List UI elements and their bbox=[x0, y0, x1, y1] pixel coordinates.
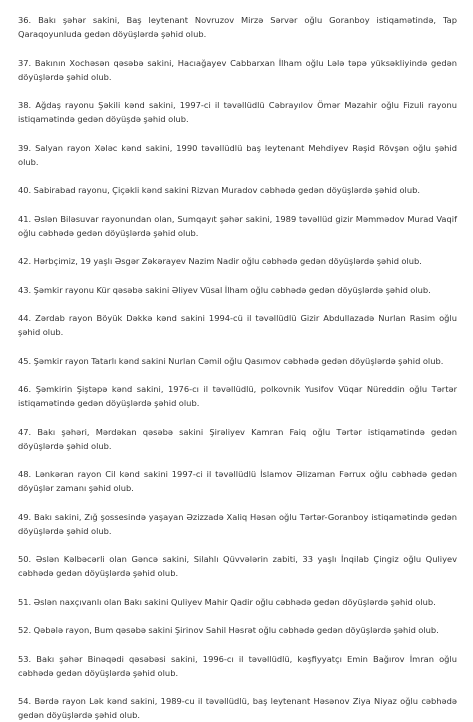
list-item: 51. Əslən naxçıvanlı olan Bakı sakini Quliyev Mahir Qadir oğlu cəbhədə gedən döyüşlərdə şəhid olub. bbox=[18, 596, 436, 607]
list-item: 44. Zərdab rayon Böyük Dəkkə kənd sakini 1994-cü il təvəllüdlü Gizir Abdullazadə Nurlan Rasim oğlu şəhid olub. bbox=[18, 313, 457, 337]
list-item: 39. Salyan rayon Xələc kənd sakini, 1990 təvəllüdlü baş leytenant Mehdiyev Rəşid Rövşən oğlu şəhid olub. bbox=[18, 142, 457, 167]
list-item: 42. Hərbçimiz, 19 yaşlı Əsgər Zəkərayev Nazim Nadir oğlu cəbhədə gedən döyüşlərdə şəhid olub. bbox=[18, 256, 422, 266]
list-item: 47. Bakı şəhəri, Mərdəkan qəsəbə sakini Şirəliyev Kamran Faiq oğlu Tərtər istiqamətində gedən döyüşlərdə şəhid olub. bbox=[18, 426, 457, 451]
list-item: 50. Əslən Kəlbəcərli olan Gəncə sakini, Silahlı Qüvvələrin zabiti, 33 yaşlı İnqilab Çingiz oğlu Quliyev cəbhədə gedən döyüşlərdə şəhid olub. bbox=[18, 554, 457, 578]
list-item: 52. Qəbələ rayon, Bum qəsəbə sakini Şirinov Sahil Həsrət oğlu cəbhədə gedən döyüşlərdə şəhid olub. bbox=[18, 625, 439, 635]
list-item: 45. Şəmkir rayon Tatarlı kənd sakini Nurlan Cəmil oğlu Qasımov cəbhədə gedən döyüşlərdə şəhid olub. bbox=[18, 355, 444, 366]
list-item: 41. Əslən Biləsuvar rayonundan olan, Sumqayıt şəhər sakini, 1989 təvəllüd gizir Məmmədov Murad Vaqif oğlu cəbhədə gedən döyüşlərdə şəhid olub. bbox=[18, 213, 457, 238]
list-item: 54. Bərdə rayon Lək kənd sakini, 1989-cu il təvəllüdlü, baş leytenant Həsənov Ziya Niyaz oğlu cəbhədə gedən döyüşlərdə şəhid olub. bbox=[18, 696, 457, 720]
list-item: 48. Lənkəran rayon Cil kənd sakini 1997-ci il təvəllüdlü İslamov Əlizaman Fərrux oğlu cəbhədə gedən döyüşlər zamanı şəhid olub. bbox=[18, 469, 457, 493]
list-item: 43. Şəmkir rayonu Kür qəsəbə sakini Əliyev Vüsal İlham oğlu cəbhədə gedən döyüşlərdə şəhid olub. bbox=[18, 284, 431, 295]
list-item: 37. Bakının Xochəsən qəsəbə sakini, Hacıağayev Cabbarxan İlham oğlu Lələ təpə yüksəkliyində gedən döyüşlərdə şəhid olub. bbox=[18, 57, 457, 82]
list-item: 40. Sabirabad rayonu, Çiçəkli kənd sakini Rizvan Muradov cəbhədə gedən döyüşlərdə şəhid olub. bbox=[18, 185, 421, 195]
list-item: 46. Şəmkirin Şiştəpə kənd sakini, 1976-cı il təvəllüdlü, polkovnik Yusifov Vüqar Nüreddin oğlu Tərtər istiqamətində gedən döyüşlərdə şəhid olub. bbox=[18, 384, 457, 408]
list-item: 36. Bakı şəhər sakini, Baş leytenant Novruzov Mirzə Sərvər oğlu Goranboy istiqamətində, Tap Qaraqoyunluda gedən döyüşlərdə şəhid olub. bbox=[18, 15, 457, 39]
list-item: 38. Ağdaş rayonu Şəkili kənd sakini, 1997-ci il təvəllüdlü Cəbrayılov Ömər Məzahir oğlu Fizuli rayonu istiqamətində gedən döyüşdə şəhid olub. bbox=[18, 100, 457, 124]
list-item: 49. Bakı sakini, Zığ şossesində yaşayan Əzizzadə Xaliq Həsən oğlu Tərtər-Goranboy istiqamətində gedən döyüşlərdə şəhid olub. bbox=[18, 511, 457, 536]
list-item: 53. Bakı şəhər Binəqədi qəsəbəsi sakini, 1996-cı il təvəllüdlü, kəşfiyyatçı Emin Bağırov İmran oğlu cəbhədə gedən döyüşlərdə şəhid olub. bbox=[18, 653, 457, 678]
